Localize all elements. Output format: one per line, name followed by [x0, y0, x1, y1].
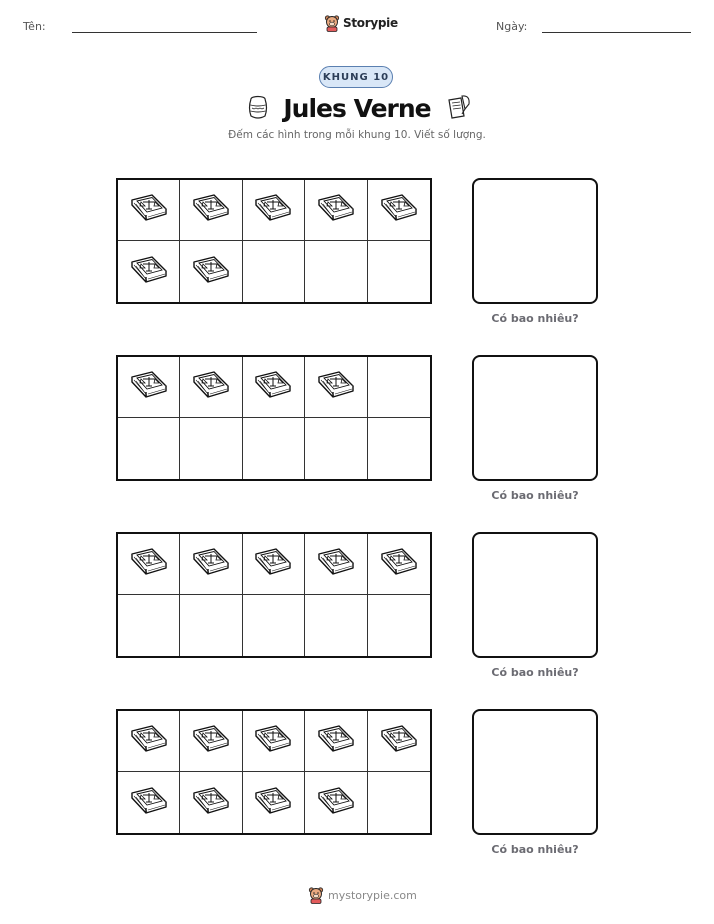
- bear-mascot-icon: [324, 14, 340, 32]
- law-book-icon: [315, 545, 357, 583]
- law-book-icon: [128, 545, 170, 583]
- ten-frame-cell: [305, 534, 367, 595]
- ten-frame-cell: [180, 534, 242, 595]
- answer-box[interactable]: [472, 178, 598, 304]
- law-book-icon: [190, 784, 232, 822]
- ten-frame-cell: [368, 534, 430, 595]
- law-book-icon: [128, 253, 170, 291]
- ten-frame-cell: [180, 711, 242, 772]
- ten-frame-cell: [243, 418, 305, 479]
- ten-frame-cell: [180, 241, 242, 302]
- ten-frame-cell: [305, 595, 367, 656]
- ten-frame-cell: [305, 357, 367, 418]
- ten-frame-cell: [180, 772, 242, 833]
- title-row: [0, 90, 714, 128]
- date-label: Ngày:: [496, 20, 528, 33]
- ten-frame-cell: [180, 595, 242, 656]
- ten-frame-cell: [118, 772, 180, 833]
- ten-frame-cell: [243, 711, 305, 772]
- page-title: Jules Verne: [283, 94, 431, 123]
- law-book-icon: [315, 722, 357, 760]
- footer-url: mystorypie.com: [328, 888, 417, 902]
- ten-frame-cell: [368, 772, 430, 833]
- ten-frame-cell: [305, 711, 367, 772]
- law-book-icon: [190, 545, 232, 583]
- law-book-icon: [315, 784, 357, 822]
- ten-frame-cell: [305, 241, 367, 302]
- date-line[interactable]: [542, 32, 691, 33]
- law-book-icon: [315, 191, 357, 229]
- law-book-icon: [190, 253, 232, 291]
- law-book-icon: [252, 191, 294, 229]
- law-book-icon: [252, 545, 294, 583]
- ten-frame-cell: [118, 418, 180, 479]
- answer-label: Có bao nhiêu?: [491, 843, 579, 856]
- ten-frame-cell: [305, 772, 367, 833]
- law-book-icon: [190, 368, 232, 406]
- ten-frame: [116, 178, 432, 304]
- ten-frame-cell: [243, 357, 305, 418]
- ten-frame-cell: [368, 180, 430, 241]
- ten-frame-cell: [305, 180, 367, 241]
- ten-frame-cell: [368, 595, 430, 656]
- ten-frame-cell: [180, 180, 242, 241]
- answer-label: Có bao nhiêu?: [491, 666, 579, 679]
- ten-frame: [116, 532, 432, 658]
- ten-frame: [116, 709, 432, 835]
- name-label: Tên:: [23, 20, 46, 33]
- ten-frame-cell: [118, 595, 180, 656]
- ten-frame-cell: [243, 595, 305, 656]
- ten-frame-cell: [243, 534, 305, 595]
- bear-mascot-icon: [308, 886, 324, 904]
- answer-box[interactable]: [472, 709, 598, 835]
- law-book-icon: [128, 191, 170, 229]
- ten-frame: [116, 355, 432, 481]
- answer-label: Có bao nhiêu?: [491, 312, 579, 325]
- ten-frame-cell: [180, 357, 242, 418]
- ten-frame-cell: [368, 711, 430, 772]
- answer-label: Có bao nhiêu?: [491, 489, 579, 502]
- ten-frame-cell: [118, 357, 180, 418]
- law-book-icon: [315, 368, 357, 406]
- ten-frame-cell: [118, 241, 180, 302]
- law-book-icon: [252, 722, 294, 760]
- ten-frame-cell: [243, 772, 305, 833]
- law-book-icon: [252, 784, 294, 822]
- ten-frame-cell: [118, 180, 180, 241]
- law-book-icon: [378, 722, 420, 760]
- name-line[interactable]: [72, 32, 257, 33]
- ten-frame-cell: [243, 241, 305, 302]
- scroll-quill-icon: [443, 92, 473, 122]
- law-book-icon: [128, 722, 170, 760]
- ten-frame-cell: [118, 711, 180, 772]
- law-book-icon: [190, 191, 232, 229]
- ten-frame-cell: [368, 241, 430, 302]
- law-book-icon: [378, 545, 420, 583]
- ten-frame-cell: [305, 418, 367, 479]
- brand-logo: [324, 13, 398, 33]
- law-book-icon: [378, 191, 420, 229]
- answer-box[interactable]: [472, 355, 598, 481]
- ten-frame-cell: [180, 418, 242, 479]
- law-book-icon: [252, 368, 294, 406]
- footer: [308, 884, 417, 906]
- ten-frame-cell: [368, 357, 430, 418]
- ten-frame-cell: [118, 534, 180, 595]
- law-book-icon: [128, 368, 170, 406]
- answer-box[interactable]: [472, 532, 598, 658]
- law-book-icon: [190, 722, 232, 760]
- ten-frame-cell: [368, 418, 430, 479]
- instructions: Đếm các hình trong mỗi khung 10. Viết số lượng.: [228, 129, 486, 141]
- brand-name: Storypie: [343, 16, 398, 30]
- ten-frame-cell: [243, 180, 305, 241]
- ten-frame-badge: KHUNG 10: [319, 66, 393, 88]
- law-book-icon: [128, 784, 170, 822]
